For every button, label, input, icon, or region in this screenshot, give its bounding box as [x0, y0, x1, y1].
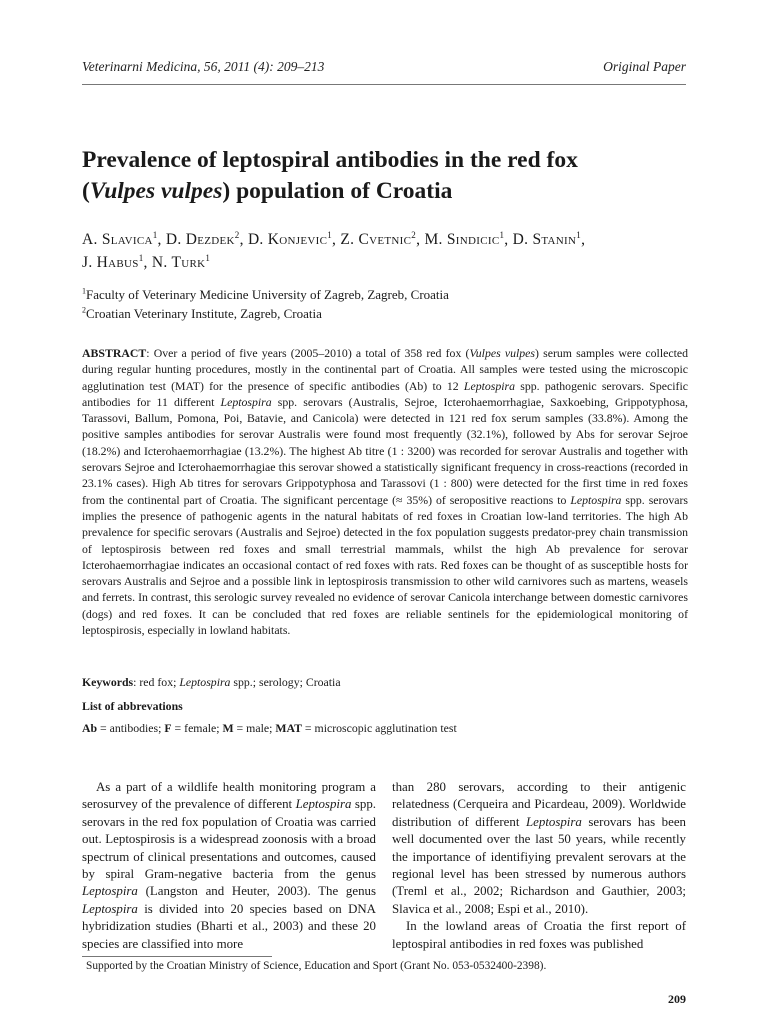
abstract-italic: Leptospira — [463, 378, 516, 393]
footnote-divider — [82, 956, 272, 957]
body-italic: Leptospira — [295, 797, 352, 812]
keywords — [82, 674, 686, 690]
affiliation-number: 2 — [82, 305, 86, 315]
keywords-italic: Leptospira — [179, 675, 231, 689]
abstract — [82, 345, 688, 638]
affiliation-text: Croatian Veterinary Institute, Zagreb, Croatia — [86, 306, 322, 321]
title-line-1: Prevalence of leptospiral antibodies in the red fox — [82, 147, 578, 173]
affiliation — [82, 304, 686, 323]
author-affiliation-mark: 2 — [234, 229, 240, 240]
author-affiliation-mark: 1 — [499, 229, 505, 240]
abbreviation-definition: = microscopic agglutination test — [301, 721, 457, 735]
title-line-2: population of Croatia — [236, 178, 453, 204]
abstract-italic: Vulpes vulpes — [469, 346, 536, 360]
body-text: than 280 serovars, according to their antigenic relatedness (Cerqueira and Picardeau, 2009). Worldwide distribution of different — [392, 780, 686, 829]
body-italic: Leptospira — [82, 884, 138, 899]
body-text: (Langston and Heuter, 2003). The genus — [137, 884, 376, 899]
abbreviations-heading: List of abbrevations — [82, 699, 183, 713]
abbreviation-definition: = female; — [171, 721, 223, 735]
abstract-text: ) serum samples were collected during regular hunting procedures, mostly in the continental part of Croatia. All samples were tested using the microscopic agglutination test (MAT) for the presence of specific antibodies (Ab) to 12 — [82, 346, 688, 393]
author-affiliation-mark: 1 — [327, 229, 333, 240]
author: Z. Cvetnic — [340, 231, 412, 248]
abbreviation: MAT — [275, 721, 302, 735]
body-text: As a part of a wildlife health monitoring program a serosurvey of the prevalence of different — [82, 780, 376, 812]
abbreviation: F — [164, 721, 172, 735]
abbreviations-list — [82, 721, 686, 736]
author: A. Slavica — [82, 231, 153, 248]
body-paragraph: In the lowland areas of Croatia the first report of leptospiral antibodies in red foxes was published — [392, 919, 686, 951]
body-italic: Leptospira — [82, 901, 138, 916]
page-number: 209 — [668, 992, 686, 1006]
header-divider — [82, 84, 686, 85]
affiliation-text: Faculty of Veterinary Medicine University of Zagreb, Zagreb, Croatia — [86, 287, 449, 302]
body-text: serovars has been well documented over the last 50 years, while recently the importance of identifiying prevalent serovars at the regional level has been stressed by numerous authors (Treml et al., 2002; Richardson and Gauthier, 2003; Slavica et al., 2008; Espi et al., 2010). — [392, 814, 686, 916]
author-affiliation-mark: 1 — [205, 252, 211, 263]
body-text: is divided into 20 species based on DNA hybridization studies (Bharti et al., 2003) and these 20 species are classified into more — [82, 901, 376, 951]
affiliation — [82, 285, 686, 304]
journal-citation: Veterinarni Medicina, 56, 2011 (4): 209–213 — [82, 59, 325, 74]
author-list: A. Slavica$^1$, D. Dezdek$^2$, D. Konjevic$^1$, Z. Cvetnic$^2$, M. Sindicic$^1$, D. Stanin$^1$, J. Habus$^1$, N. Turk$^1$ — [82, 229, 586, 271]
abstract-text: : Over a period of five years (2005–2010) a total of 358 red fox ( — [146, 346, 470, 360]
author: M. Sindicic — [424, 231, 500, 248]
author: J. Habus — [82, 254, 139, 271]
body-italic: Leptospira — [525, 814, 582, 829]
body-paragraph — [392, 779, 686, 918]
abstract-text: spp. pathogenic serovars. Specific antibodies for 11 different — [82, 378, 688, 409]
article-title: Prevalence of leptospiral antibodies in the red fox (Vulpes vulpes) population of Croatia — [82, 147, 578, 204]
affiliation-number: 1 — [82, 286, 86, 296]
author-affiliation-mark: 1 — [576, 229, 582, 240]
keywords-text: spp.; serology; Croatia — [230, 675, 341, 689]
body-column-left — [82, 779, 376, 953]
author-affiliation-mark: 1 — [152, 229, 158, 240]
funding-footnote: Supported by the Croatian Ministry of Science, Education and Sport (Grant No. 053-0532400-2398). — [86, 960, 547, 972]
body-paragraph — [82, 779, 376, 953]
abstract-text: spp. serovars (Australis, Sejroe, Icterohaemorrhagiae, Saxkoebing, Grippotyphosa, Tarassovi, Ballum, Pomona, Poi, Batavie, and Canicola) were detected in 121 red fox serum samples (33.8%). Among the positive samples antibodies for serovar Australis were found most frequently (32.1%), followed by Abs for serovar Sejroe (18.2%) and Icterohaemorrhagiae (13.2%). The highest Ab titre (1 : 3200) was recorded for serovar Australis and together with serovars Sejroe and Icterohaemorrhagiae this serovar showed a statistically significant frequency in cross-reactions (recorded in 23.1% cases). High Ab titres for serovars Grippotyphosa and Tarassovi (1 : 800) were detected for the first time in red foxes from the continental part of Croatia. The significant percentage (≈ 35%) of seropositive reactions to — [82, 394, 689, 507]
abbreviation: Ab — [82, 721, 98, 735]
abstract-italic: Leptospira — [570, 492, 622, 507]
author: D. Konjevic — [247, 231, 328, 248]
abstract-text: spp. serovars implies the presence of pathogenic agents in the natural habitats of red foxes in Croatian low-land territories. The high Ab prevalence for specific serovars (Australis and Sejroe) detected in the fox population suggests predator-prey chain transmission of leptospirosis between red foxes and small terrestrial mammals, whilst the high Ab prevalence for serovar Icterohaemorrhagiae indicates an occasional contact of red foxes with rats. Red foxes can be thought of as susceptible hosts for serovars Australis and Sejroe and a possible link in leptospirosis transmission to other wild carnivores such as martens, weasels and ferrets. In contrast, this serologic survey revealed no evidence of serovar Canicola interchange between domestic carnivores (dogs) and red foxes. It can be concluded that red foxes are reliable sentinels for the epidemiological monitoring of leptospirosis, especially in lowland habitats. — [82, 492, 689, 638]
abbreviation-definition: = antibodies; — [97, 721, 165, 735]
affiliations — [82, 285, 686, 323]
body-column-right — [392, 779, 686, 953]
author: D. Stanin — [512, 231, 577, 248]
author: N. Turk — [151, 254, 206, 271]
body-text: spp. serovars in the red fox population of Croatia was carried out. Leptospirosis is a widespread zoonosis with a broad spectrum of clinical presentations and outcomes, caused by spiral Gram-negative bacteria from the genus — [82, 797, 376, 882]
author-affiliation-mark: 1 — [138, 252, 144, 263]
keywords-label: Keywords — [82, 675, 134, 689]
article-type: Original Paper — [603, 59, 686, 74]
abstract-italic: Leptospira — [220, 394, 272, 409]
abstract-label: ABSTRACT — [82, 346, 147, 360]
keywords-text: : red fox; — [133, 675, 180, 689]
author-affiliation-mark: 2 — [411, 229, 417, 240]
author: D. Dezdek — [165, 231, 235, 248]
abbreviation-definition: = male; — [233, 721, 276, 735]
abbreviation: M — [222, 721, 234, 735]
running-header — [82, 59, 686, 75]
title-species: Vulpes vulpes — [89, 178, 223, 204]
